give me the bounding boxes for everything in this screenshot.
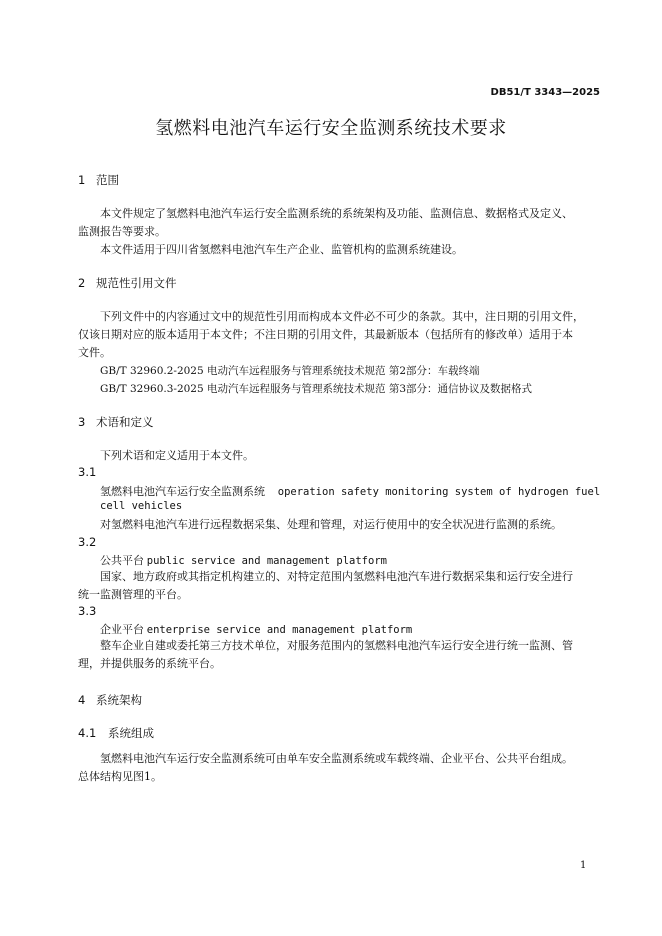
sec3-intro: 下列术语和定义适用于本文件。	[100, 449, 254, 462]
term-3-1-chinese: 氢燃料电池汽车运行安全监测系统	[100, 485, 265, 498]
standard-number: DB51/T 3343—2025	[490, 87, 600, 98]
reference-2: GB/T 32960.3-2025 电动汽车远程服务与管理系统技术规范 第3部分：通信协议及数据格式	[100, 383, 533, 395]
section-2-title: 规范性引用文件	[96, 276, 177, 290]
section-4-heading	[78, 692, 142, 708]
subsection-4-1-title: 系统组成	[108, 726, 154, 740]
section-1-heading	[78, 172, 119, 188]
term-3-3-heading	[100, 621, 412, 637]
term-3-3-chinese: 企业平台	[100, 623, 144, 636]
term-3-2-chinese: 公共平台	[100, 554, 144, 567]
sec1-paragraph-2: 本文件适用于四川省氢燃料电池汽车生产企业、监管机构的监测系统建设。	[100, 243, 463, 256]
sec1-paragraph-1-line-2: 监测报告等要求。	[78, 225, 166, 238]
sec4-paragraph-line-2: 总体结构见图1。	[78, 770, 162, 783]
section-2-heading	[78, 275, 177, 291]
term-3-1-number: 3.1	[78, 465, 97, 479]
sec2-paragraph-line-2: 仅该日期对应的版本适用于本文件；不注日期的引用文件，其最新版本（包括所有的修改单）适用于本	[78, 328, 573, 341]
term-3-3-english: enterprise service and management platform	[146, 624, 413, 636]
term-3-2-heading	[100, 552, 387, 568]
document-title: 氢燃料电池汽车运行安全监测系统技术要求	[155, 118, 507, 139]
reference-1: GB/T 32960.2-2025 电动汽车远程服务与管理系统技术规范 第2部分：车载终端	[100, 365, 480, 377]
section-3-number: 3	[78, 415, 86, 429]
sec4-paragraph-line-1: 氢燃料电池汽车运行安全监测系统可由单车安全监测系统或车载终端、企业平台、公共平台组成。	[100, 752, 573, 765]
term-3-3-number: 3.3	[78, 604, 97, 618]
term-3-1-heading	[100, 483, 600, 499]
sec2-paragraph-line-3: 文件。	[78, 346, 111, 359]
section-4-title: 系统架构	[96, 693, 142, 707]
term-3-1-definition: 对氢燃料电池汽车进行远程数据采集、处理和管理，对运行使用中的安全状况进行监测的系统。	[100, 518, 562, 531]
section-3-heading	[78, 414, 154, 430]
term-3-2-definition-line-2: 统一监测管理的平台。	[78, 588, 188, 601]
subsection-4-1-number: 4.1	[78, 726, 97, 740]
page-number: 1	[580, 860, 587, 871]
section-2-number: 2	[78, 276, 86, 290]
subsection-4-1-heading	[78, 725, 154, 741]
section-3-title: 术语和定义	[96, 415, 154, 429]
sec2-paragraph-line-1: 下列文件中的内容通过文中的规范性引用而构成本文件必不可少的条款。其中，注日期的引用文件，	[100, 310, 584, 323]
section-4-number: 4	[78, 693, 86, 707]
term-3-2-definition-line-1: 国家、地方政府或其指定机构建立的、对特定范围内氢燃料电池汽车进行数据采集和运行安全进行	[100, 570, 573, 583]
section-1-title: 范围	[96, 173, 119, 187]
section-1-number: 1	[78, 173, 86, 187]
term-3-3-definition-line-1: 整车企业自建或委托第三方技术单位，对服务范围内的氢燃料电池汽车运行安全进行统一监测、管	[100, 639, 573, 652]
sec1-paragraph-1-line-1: 本文件规定了氢燃料电池汽车运行安全监测系统的系统架构及功能、监测信息、数据格式及定义、	[100, 207, 573, 220]
term-3-2-english: public service and management platform	[146, 555, 387, 567]
term-3-1-english-line-1: operation safety monitoring system of hydrogen fuel	[277, 486, 601, 498]
term-3-3-definition-line-2: 理，并提供服务的系统平台。	[78, 657, 221, 670]
term-3-1-english-line-2: cell vehicles	[100, 500, 183, 512]
term-3-2-number: 3.2	[78, 535, 97, 549]
